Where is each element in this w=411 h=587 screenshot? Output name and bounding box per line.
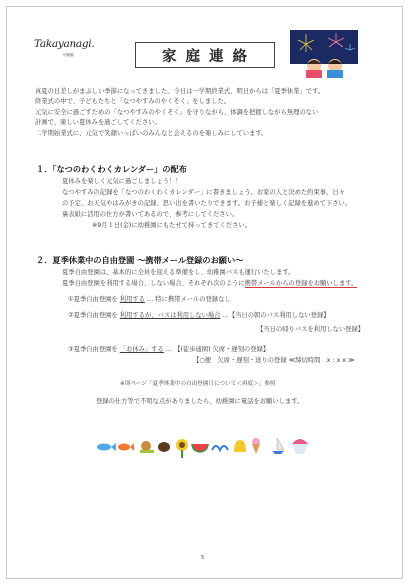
snail-icon <box>140 441 154 453</box>
option-3-prefix: ③夏季自由登園を <box>68 346 118 353</box>
option-3-line-2: 【○便 欠席・遅刻・送りの登録 ≪締切時間 x : x x ≫ <box>193 357 355 364</box>
fireworks-illustration <box>290 30 358 78</box>
sailboat-icon <box>272 438 284 454</box>
section1-line-3: の予定、お天気やはみがきの記録、思い出を書いたりできます。お子様と楽しく記録を進めて下さい。 <box>62 200 352 207</box>
section1-line-5: ※9月１日(金)に幼稚園にもたせて持ってきてください。 <box>92 222 252 229</box>
summer-icons-row <box>94 432 318 458</box>
option-2-line-2: 【当日の帰りバスを利用しない登録】 <box>257 326 365 333</box>
option-1-emphasis: 利用する <box>119 296 145 303</box>
intro-line-1: 真夏の日差しがまぶしい季節になってきました。今日は一学期終業式、明日からは「夏季休業」です。 <box>35 88 325 95</box>
page-title: 家庭連絡 <box>162 47 256 65</box>
page-title-box <box>135 42 275 68</box>
option-3 <box>68 345 269 355</box>
ice-cream-icon <box>252 438 260 454</box>
intro-line-2: 終業式の中で、子どもたちと「なつやすみのやくそく」をしました。 <box>35 98 231 105</box>
option-2-suffix: …【当日の朝のバス利用しない登録】 <box>222 312 330 319</box>
watermelon-icon <box>192 444 208 452</box>
option-1-prefix: ①夏季自由登園を <box>68 296 118 303</box>
option-2-emphasis: 利用するが、バスは利用しない場合 <box>119 312 221 319</box>
option-1 <box>68 295 231 305</box>
mail-registration-emphasis: 携帯メールからの登録をお願いします。 <box>244 280 358 287</box>
intro-line-3: 元気に安全に過ごすための「なつやすみのやくそく」を守りながら、体調を把握しながら無理のない <box>35 109 319 116</box>
section1-line-1: 夏休みを楽しく元気に過ごしましょう！！ <box>62 178 182 185</box>
page-number: 5 <box>201 555 205 561</box>
sunflower-icon <box>176 439 188 458</box>
section2-line-2 <box>62 279 357 289</box>
intro-line-4: 計画で、楽しい夏休みを過ごしてください。 <box>35 119 161 126</box>
bell-icon <box>234 440 246 452</box>
section1-heading: １．「なつのわくわくカレンダー」の配布 <box>36 164 187 174</box>
school-logo: Takayanagi. <box>34 38 95 50</box>
shave-ice-icon <box>292 439 308 454</box>
option-3-emphasis: 「お休み」する <box>119 346 164 353</box>
section1-line-2: なつやすみの記録を「なつのわくわくカレンダー」に書きましょう。お家の人と決めた約束事、日々 <box>62 189 345 196</box>
option-2 <box>68 311 330 321</box>
section2-line-2-text: 夏季自由登園を利用する場合、しない場合、それぞれ次のように <box>62 280 245 287</box>
beetle-icon <box>158 442 170 452</box>
option-3-suffix: … 【(徒歩通園) 欠席・遅刻の登録】 <box>165 346 270 353</box>
reference-note: ※別ページ「夏季休業中の自由登園日について＜再度＞」参照 <box>120 381 276 387</box>
fish-icon <box>97 443 116 451</box>
section2-line-1: 夏季自由登園は、基本的に全員を迎える準備をし、幼稚園バスも運行いたします。 <box>62 269 295 276</box>
school-logo-sub: 幼稚園 <box>63 53 74 57</box>
option-2-prefix: ②夏季自由登園を <box>68 312 118 319</box>
closing-line: 登録の仕方等で不明な点がありましたら、幼稚園に電話をお願いします。 <box>96 398 304 405</box>
intro-line-5: 二学期始業式に、元気で笑顔いっぱいのみんなと会えるのを楽しみにしています。 <box>35 130 268 137</box>
section1-line-4: 裏表紙に活用の仕方が書いてあるので、参考にしてください。 <box>62 211 239 218</box>
section2-heading: ２．夏季休業中の自由登園 ～携帯メール登録のお願い～ <box>36 255 244 265</box>
wave-icon <box>212 446 228 450</box>
option-1-suffix: … 特に携帯メールの登録なし <box>146 296 231 303</box>
goldfish-icon <box>118 443 134 451</box>
